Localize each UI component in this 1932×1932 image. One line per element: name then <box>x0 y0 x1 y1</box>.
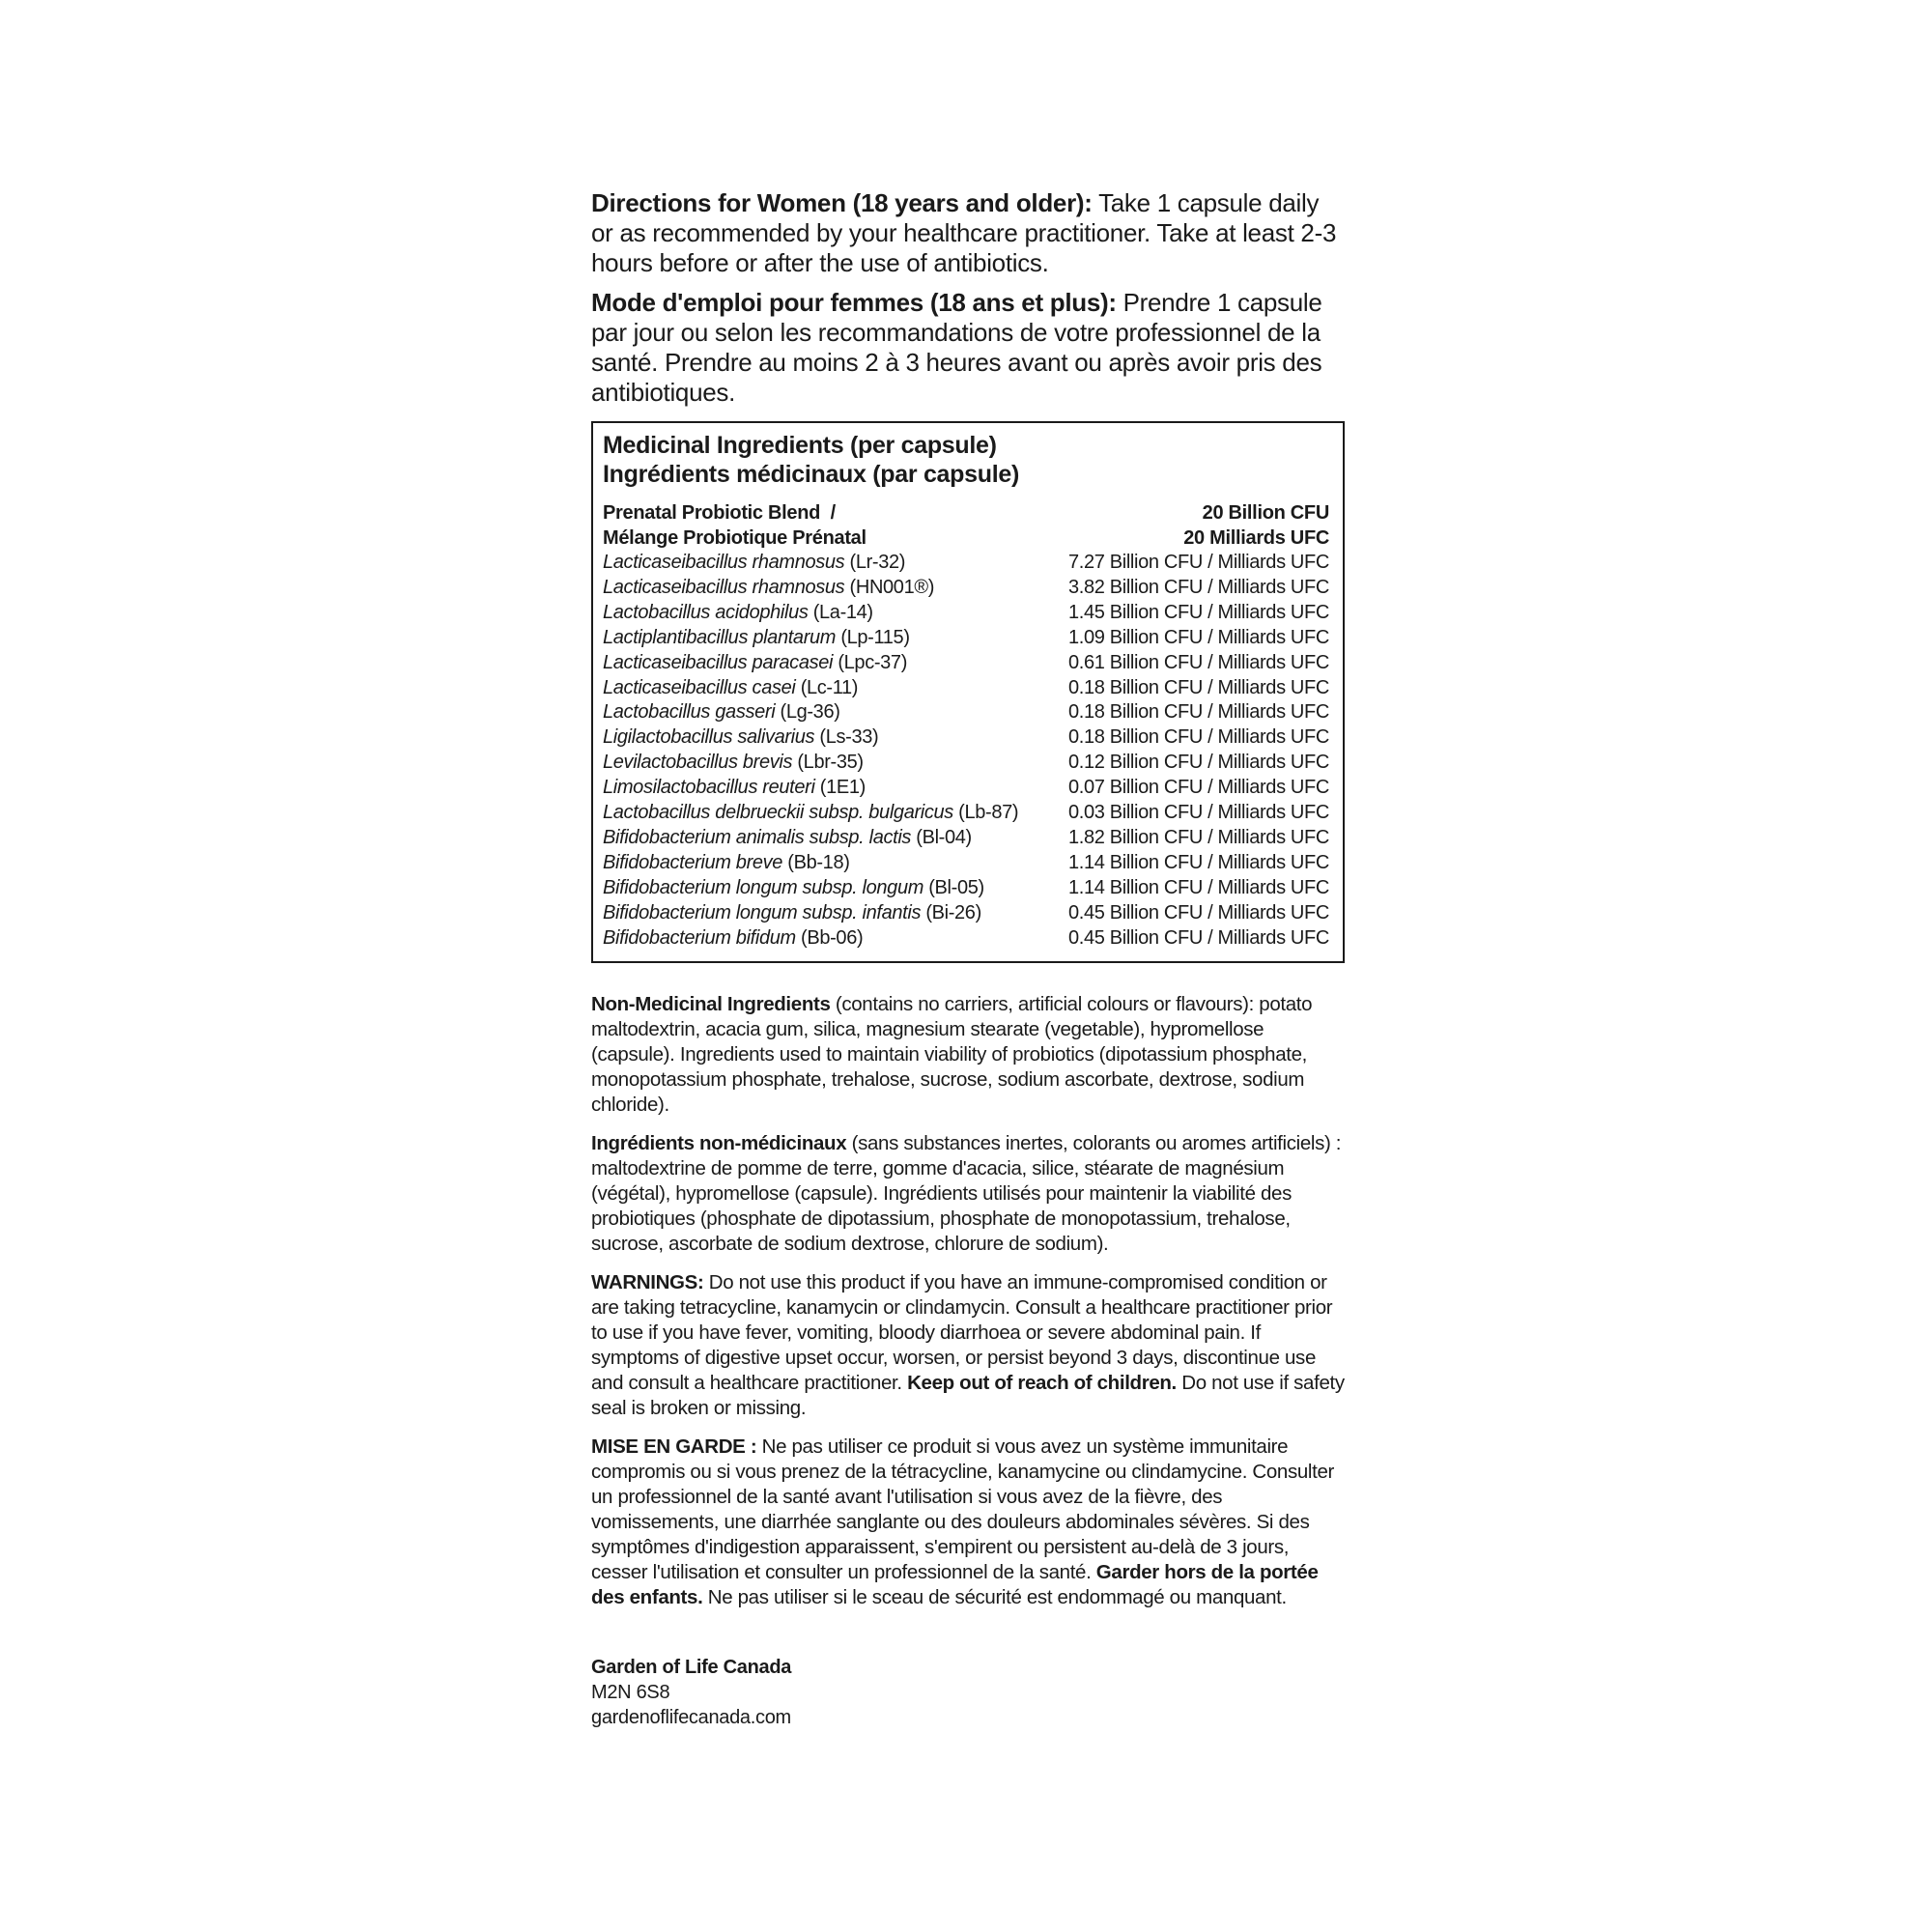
company-postal: M2N 6S8 <box>591 1681 670 1703</box>
strain-code: (Bi-26) <box>921 901 981 923</box>
blend-name-fr: Mélange Probiotique Prénatal <box>603 527 867 549</box>
strain-code: (Lg-36) <box>775 701 840 724</box>
blend-amount-en: 20 Billion CFU <box>1202 502 1329 524</box>
strain-name: Lacticaseibacillus rhamnosus <box>603 552 845 573</box>
warnings-fr-text: Ne pas utiliser ce produit si vous avez un système immunitaire compromis ou si vous prenez de la tétracycline, kanamycine ou clindamycine. Consulter un professionnel de la santé avant l'utilisation si vous avez de la fièvre, des vomissements, une diarrhée sanglante ou des douleurs abdominales sévères. Si des symptômes d'indigestion apparaissent, s'empirent ou persistent au-delà de 3 jours, cesser l'utilisation et consulter un professionnel de la santé. <box>591 1435 1334 1583</box>
strain-code: (Bl-05) <box>923 876 984 898</box>
strain-amount: 7.27 Billion CFU / Milliards UFC <box>1068 552 1329 573</box>
strain-row <box>603 801 1329 826</box>
medicinal-title-fr: Ingrédients médicinaux (par capsule) <box>603 461 1019 488</box>
strain-name: Bifidobacterium longum subsp. longum <box>603 876 924 898</box>
strain-code: (Lpc-37) <box>833 651 908 673</box>
warnings-fr <box>591 1435 1345 1610</box>
company-website: gardenoflifecanada.com <box>591 1706 791 1728</box>
strain-code: (Lp-115) <box>836 626 910 648</box>
warnings-en <box>591 1270 1345 1421</box>
warnings-en-emphasis: Keep out of reach of children. <box>907 1371 1177 1394</box>
product-label <box>591 188 1345 1730</box>
strain-name: Bifidobacterium bifidum <box>603 926 796 949</box>
strain-code: (La-14) <box>808 601 873 623</box>
strain-name: Ligilactobacillus salivarius <box>603 726 815 749</box>
warnings-en-heading: WARNINGS: <box>591 1270 704 1293</box>
strain-code: (1E1) <box>814 777 866 799</box>
strain-row <box>603 551 1329 576</box>
strain-name: Lacticaseibacillus casei <box>603 676 796 698</box>
non-medicinal-en-text: (contains no carriers, artificial colours or flavours): potato maltodextrin, acacia gum, silica, magnesium stearate (vegetable), hypromellose (capsule). Ingredients used to maintain viability of probiotics (dipotassium phosphate, monopotassium phosphate, trehalose, sucrose, sodium ascorbate, dextrose, sodium chloride). <box>591 992 1313 1116</box>
blend-row-en <box>603 500 1329 526</box>
strain-row <box>603 751 1329 776</box>
warnings-en-text: Do not use this product if you have an immune-compromised condition or are taking tetracycline, kanamycin or clindamycin. Consult a healthcare practitioner prior to use if you have fever, vomiting, bloody diarrhoea or severe abdominal pain. If symptoms of digestive upset occur, worsen, or persist beyond 3 days, discontinue use and consult a healthcare practitioner. <box>591 1270 1333 1394</box>
non-medicinal-en-heading: Non-Medicinal Ingredients <box>591 992 831 1015</box>
warnings-fr-emphasis: Garder hors de la portée des enfants. <box>591 1560 1319 1608</box>
strain-amount: 0.45 Billion CFU / Milliards UFC <box>1068 901 1329 923</box>
strain-name: Limosilactobacillus reuteri <box>603 777 815 799</box>
strain-code: (Lc-11) <box>795 676 859 698</box>
strain-row <box>603 651 1329 676</box>
strain-code: (Bb-06) <box>795 926 864 949</box>
directions-fr-text: Prendre 1 capsule par jour ou selon les recommandations de votre professionnel de la santé. Prendre au moins 2 à 3 heures avant ou après avoir pris des antibiotiques. <box>591 288 1322 407</box>
strain-amount: 0.18 Billion CFU / Milliards UFC <box>1068 676 1329 698</box>
strain-row <box>603 901 1329 926</box>
blend-amount-fr: 20 Milliards UFC <box>1183 527 1329 549</box>
strain-row <box>603 826 1329 851</box>
strain-row <box>603 725 1329 751</box>
strain-row <box>603 676 1329 701</box>
strain-row <box>603 776 1329 801</box>
strain-code: (Lbr-35) <box>792 752 864 774</box>
strain-amount: 1.14 Billion CFU / Milliards UFC <box>1068 851 1329 873</box>
strain-name: Bifidobacterium breve <box>603 851 783 873</box>
directions-fr <box>591 288 1345 408</box>
strain-row <box>603 700 1329 725</box>
strain-amount: 0.03 Billion CFU / Milliards UFC <box>1068 802 1329 824</box>
strain-row <box>603 876 1329 901</box>
strain-code: (Bb-18) <box>782 851 850 873</box>
strain-amount: 1.14 Billion CFU / Milliards UFC <box>1068 876 1329 898</box>
strain-name: Lactobacillus delbrueckii subsp. bulgaricus <box>603 802 953 824</box>
strain-amount: 1.82 Billion CFU / Milliards UFC <box>1068 826 1329 848</box>
company-info <box>591 1655 1345 1730</box>
strain-name: Lactiplantibacillus plantarum <box>603 626 837 648</box>
strain-amount: 3.82 Billion CFU / Milliards UFC <box>1068 576 1329 598</box>
strain-row <box>603 576 1329 601</box>
strain-amount: 0.12 Billion CFU / Milliards UFC <box>1068 752 1329 774</box>
strain-code: (Lr-32) <box>844 552 906 573</box>
directions-en <box>591 188 1345 278</box>
strain-row <box>603 926 1329 952</box>
company-name: Garden of Life Canada <box>591 1656 792 1678</box>
strain-code: (Lb-87) <box>952 802 1019 824</box>
strain-code: (Ls-33) <box>814 726 879 749</box>
strain-code: (Bl-04) <box>911 826 972 848</box>
strain-amount: 0.18 Billion CFU / Milliards UFC <box>1068 701 1329 724</box>
medicinal-title-en: Medicinal Ingredients (per capsule) <box>603 432 997 459</box>
strain-list <box>603 551 1329 952</box>
strain-code: (HN001®) <box>844 576 935 598</box>
strain-amount: 1.45 Billion CFU / Milliards UFC <box>1068 601 1329 623</box>
strain-name: Bifidobacterium animalis subsp. lactis <box>603 826 912 848</box>
non-medicinal-fr-heading: Ingrédients non-médicinaux <box>591 1131 847 1154</box>
warnings-fr-heading: MISE EN GARDE : <box>591 1435 757 1458</box>
blend-row-fr <box>603 526 1329 551</box>
strain-name: Lacticaseibacillus paracasei <box>603 651 834 673</box>
strain-amount: 1.09 Billion CFU / Milliards UFC <box>1068 626 1329 648</box>
strain-amount: 0.07 Billion CFU / Milliards UFC <box>1068 777 1329 799</box>
strain-name: Lactobacillus gasseri <box>603 701 776 724</box>
non-medicinal-fr-text: (sans substances inertes, colorants ou aromes artificiels) : maltodextrine de pomme de terre, gomme d'acacia, silice, stéarate de magnésium (végétal), hypromellose (capsule). Ingrédients utilisés pour maintenir la viabilité des probiotiques (phosphate de dipotassium, phosphate de monopotassium, trehalose, sucrose, ascorbate de sodium dextrose, chlorure de sodium). <box>591 1131 1342 1255</box>
warnings-en-tail: Do not use if safety seal is broken or missing. <box>591 1371 1345 1419</box>
directions-en-heading: Directions for Women (18 years and older): <box>591 188 1093 217</box>
strain-amount: 0.61 Billion CFU / Milliards UFC <box>1068 651 1329 673</box>
strain-name: Lacticaseibacillus rhamnosus <box>603 576 845 598</box>
non-medicinal-en <box>591 992 1345 1118</box>
blend-name-en: Prenatal Probiotic Blend / <box>603 502 836 524</box>
non-medicinal-fr <box>591 1131 1345 1257</box>
strain-name: Lactobacillus acidophilus <box>603 601 809 623</box>
directions-fr-heading: Mode d'emploi pour femmes (18 ans et plus): <box>591 288 1117 317</box>
strain-name: Bifidobacterium longum subsp. infantis <box>603 901 922 923</box>
medicinal-ingredients-box <box>591 421 1345 963</box>
strain-amount: 0.18 Billion CFU / Milliards UFC <box>1068 726 1329 749</box>
warnings-fr-tail: Ne pas utiliser si le sceau de sécurité est endommagé ou manquant. <box>702 1585 1287 1608</box>
strain-row <box>603 601 1329 626</box>
directions-en-text: Take 1 capsule daily or as recommended by your healthcare practitioner. Take at least 2-3 hours before or after the use of antibiotics. <box>591 188 1337 277</box>
strain-name: Levilactobacillus brevis <box>603 752 793 774</box>
strain-row <box>603 626 1329 651</box>
strain-amount: 0.45 Billion CFU / Milliards UFC <box>1068 926 1329 949</box>
strain-row <box>603 851 1329 876</box>
